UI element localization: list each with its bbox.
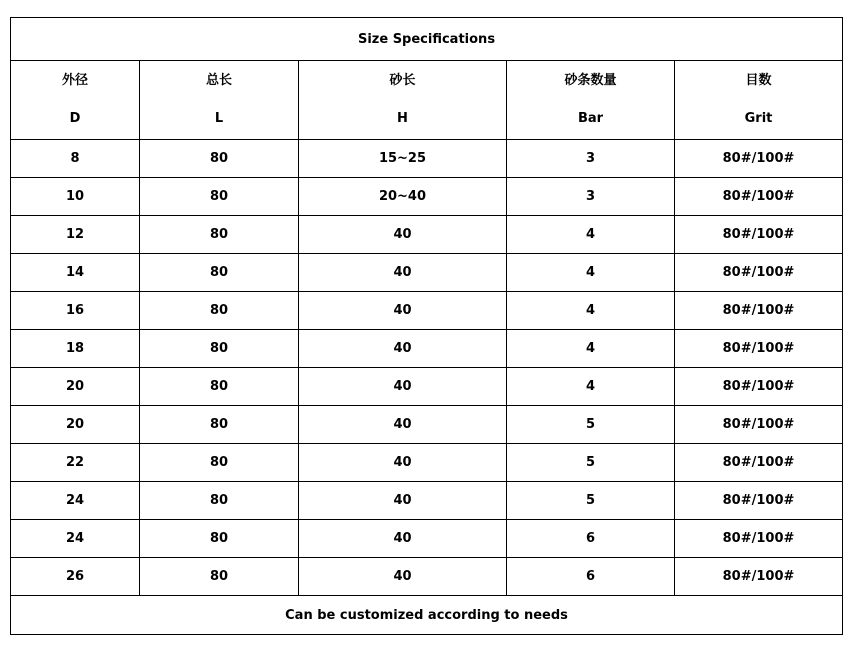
cell-bar: 3 <box>507 140 675 178</box>
cell-bar: 5 <box>507 406 675 444</box>
cell-grit: 80#/100# <box>675 406 843 444</box>
column-header-en: L <box>214 111 224 126</box>
table-row <box>11 444 843 482</box>
table-row <box>11 368 843 406</box>
cell-h: 40 <box>299 216 507 254</box>
table-row <box>11 254 843 292</box>
cell-h: 40 <box>299 406 507 444</box>
cell-bar: 5 <box>507 444 675 482</box>
cell-l: 80 <box>140 292 299 330</box>
cell-h: 40 <box>299 330 507 368</box>
table-row <box>11 520 843 558</box>
cell-l: 80 <box>140 140 299 178</box>
title-row <box>11 18 843 61</box>
cell-d: 12 <box>11 216 140 254</box>
cell-h: 40 <box>299 520 507 558</box>
cell-d: 16 <box>11 292 140 330</box>
cell-l: 80 <box>140 520 299 558</box>
footer-row <box>11 596 843 635</box>
cell-l: 80 <box>140 330 299 368</box>
table-row <box>11 292 843 330</box>
column-header-en: H <box>397 111 408 126</box>
cell-bar: 3 <box>507 178 675 216</box>
column-header-h <box>299 61 507 140</box>
column-header-d <box>11 61 140 140</box>
column-header-cn: 砂长 <box>389 73 416 88</box>
cell-h: 40 <box>299 482 507 520</box>
cell-bar: 4 <box>507 254 675 292</box>
cell-bar: 4 <box>507 368 675 406</box>
cell-h: 40 <box>299 444 507 482</box>
cell-grit: 80#/100# <box>675 216 843 254</box>
table-row <box>11 140 843 178</box>
cell-l: 80 <box>140 406 299 444</box>
cell-grit: 80#/100# <box>675 178 843 216</box>
cell-h: 40 <box>299 368 507 406</box>
cell-d: 8 <box>11 140 140 178</box>
table-title: Size Specifications <box>11 18 843 61</box>
column-header-bar <box>507 61 675 140</box>
cell-grit: 80#/100# <box>675 292 843 330</box>
column-header-en: Grit <box>744 111 773 126</box>
cell-bar: 6 <box>507 558 675 596</box>
cell-grit: 80#/100# <box>675 558 843 596</box>
cell-h: 40 <box>299 292 507 330</box>
column-header-cn: 总长 <box>205 73 232 88</box>
header-row <box>11 61 843 140</box>
cell-bar: 6 <box>507 520 675 558</box>
cell-l: 80 <box>140 482 299 520</box>
cell-h: 40 <box>299 254 507 292</box>
column-header-cn: 外径 <box>61 73 88 88</box>
cell-d: 10 <box>11 178 140 216</box>
cell-grit: 80#/100# <box>675 444 843 482</box>
cell-d: 22 <box>11 444 140 482</box>
cell-grit: 80#/100# <box>675 140 843 178</box>
table-footer: Can be customized according to needs <box>11 596 843 635</box>
cell-d: 14 <box>11 254 140 292</box>
column-header-cn: 目数 <box>745 73 772 88</box>
cell-grit: 80#/100# <box>675 368 843 406</box>
cell-h: 20~40 <box>299 178 507 216</box>
table-row <box>11 178 843 216</box>
column-header-cn: 砂条数量 <box>564 73 617 88</box>
cell-h: 15~25 <box>299 140 507 178</box>
column-header-en: Bar <box>577 111 604 126</box>
size-spec-table <box>10 17 843 635</box>
table-row <box>11 558 843 596</box>
table-row <box>11 482 843 520</box>
cell-grit: 80#/100# <box>675 254 843 292</box>
cell-d: 24 <box>11 520 140 558</box>
cell-l: 80 <box>140 216 299 254</box>
cell-d: 20 <box>11 368 140 406</box>
cell-grit: 80#/100# <box>675 330 843 368</box>
cell-l: 80 <box>140 178 299 216</box>
cell-d: 20 <box>11 406 140 444</box>
table-row <box>11 406 843 444</box>
cell-grit: 80#/100# <box>675 482 843 520</box>
cell-bar: 5 <box>507 482 675 520</box>
cell-l: 80 <box>140 558 299 596</box>
column-header-l <box>140 61 299 140</box>
table-row <box>11 216 843 254</box>
table-row <box>11 330 843 368</box>
cell-bar: 4 <box>507 330 675 368</box>
column-header-en: D <box>69 111 81 126</box>
cell-d: 26 <box>11 558 140 596</box>
cell-bar: 4 <box>507 216 675 254</box>
cell-d: 24 <box>11 482 140 520</box>
column-header-grit <box>675 61 843 140</box>
cell-l: 80 <box>140 254 299 292</box>
cell-l: 80 <box>140 368 299 406</box>
cell-d: 18 <box>11 330 140 368</box>
cell-bar: 4 <box>507 292 675 330</box>
cell-grit: 80#/100# <box>675 520 843 558</box>
cell-h: 40 <box>299 558 507 596</box>
cell-l: 80 <box>140 444 299 482</box>
